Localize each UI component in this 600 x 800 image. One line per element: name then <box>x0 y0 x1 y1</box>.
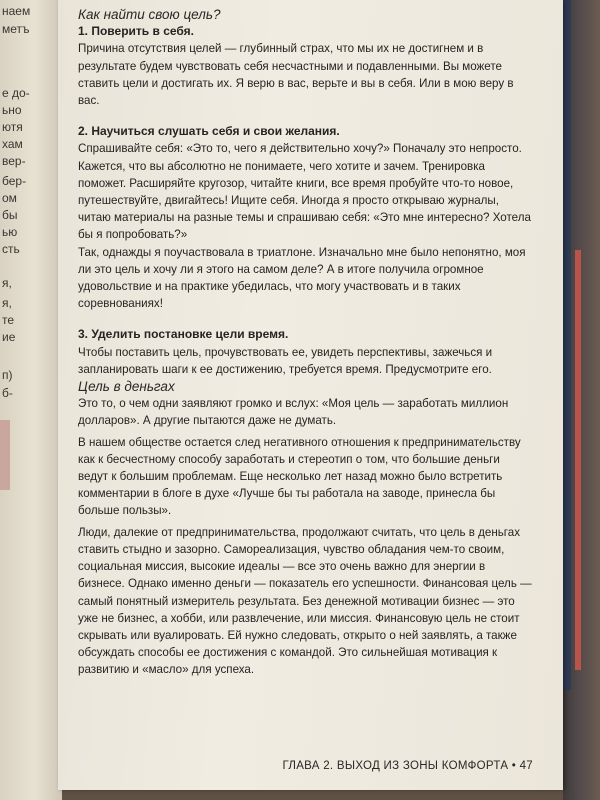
cover-red-strip <box>575 250 581 670</box>
edge-text-fragment: п) <box>2 368 13 382</box>
edge-text-fragment: ие <box>2 330 16 344</box>
section-title-find-goal: Как найти свою цель? <box>78 7 221 22</box>
edge-color-accent <box>0 420 10 490</box>
edge-text-fragment: бер- <box>2 174 27 188</box>
edge-text-fragment: вер- <box>2 154 26 168</box>
edge-text-fragment: бы <box>2 208 18 222</box>
edge-text-fragment: ом <box>2 191 17 205</box>
edge-text-fragment: сть <box>2 242 20 256</box>
step-paragraph: Чтобы поставить цель, прочувствовать ее, увидеть перспективы, зажечься и запланировать шаги к ее достижению, требуется время. Предусмотрите его. <box>78 345 493 376</box>
cover-blue-strip <box>563 0 571 690</box>
edge-text-fragment: е до- <box>2 86 30 100</box>
edge-text-fragment: ютя <box>2 120 23 134</box>
running-footer: ГЛАВА 2. ВЫХОД ИЗ ЗОНЫ КОМФОРТА • 47 <box>282 760 533 772</box>
step-heading: 2. Научиться слушать себя и свои желания. <box>78 124 340 139</box>
section-title-money-goal: Цель в деньгах <box>78 379 175 395</box>
book-page <box>58 0 563 790</box>
body-paragraph: В нашем обществе остается след негативного отношения к предпринимательству как к бесчестному способу заработать и стереотип о том, что большие деньги ведут к большим проблемам. Еще несколько лет назад можно было встретить комментарии в блоге в духе «Лучше бы ты работала на заводе, принесла бы больше пользы». <box>78 435 521 518</box>
previous-page-edge <box>0 0 62 800</box>
body-paragraph: Это то, о чем одни заявляют громко и вслух: «Моя цель — заработать миллион долларов». А другие пытаются даже не думать. <box>78 397 509 428</box>
body-paragraph: Люди, далекие от предпринимательства, продолжают считать, что цель в деньгах ставить стыдно и зазорно. Самореализация, чувство обладания чем-то своим, социальная миссия, высокие идеалы — все это очень важно для энергии в бизнесе. Однако именно деньги — показатель его успешности. Финансовая цель — самый понятный измеритель результата. Без денежной мотивации бизнес — это уже не бизнес, а хобби, или развлечение, или миссия. Финансовую цель не стоит скрывать или вуалировать. Ей нужно следовать, открыто о ней заявлять, а также обсуждать способы ее достижения с командой. Это сильнейшая мотивация к развитию и «масло» для успеха. <box>78 525 532 677</box>
edge-text-fragment: те <box>2 313 15 327</box>
step-heading: 3. Уделить постановке цели время. <box>78 327 289 342</box>
step-heading: 1. Поверить в себя. <box>78 24 194 39</box>
edge-text-fragment: я, <box>2 276 12 290</box>
edge-text-fragment: б- <box>2 386 13 400</box>
step-paragraph: Так, однажды я поучаствовала в триатлоне. Изначально мне было непонятно, моя ли это цель и хочу ли я этого на самом деле? А в итоге получила огромное удовольствие и на практике убедилась, что могу участвовать и в таких соревнованиях! <box>78 245 526 311</box>
edge-text-fragment: метъ <box>2 22 30 36</box>
edge-text-fragment: ью <box>2 225 18 239</box>
page-content <box>78 6 533 679</box>
edge-text-fragment: ьно <box>2 103 22 117</box>
step-paragraph: Причина отсутствия целей — глубинный страх, что мы их не достигнем и в результате будем чувствовать себя несчастными и подавленными. Вы можете ставить цели и достигать их. Я верю в вас, верьте и вы в себя. Или в мою веру в вас. <box>78 42 514 108</box>
edge-text-fragment: наем <box>2 4 31 18</box>
edge-text-fragment: я, <box>2 296 12 310</box>
step-paragraph: Спрашивайте себя: «Это то, чего я действительно хочу?» Поначалу это непросто. Кажется, что вы абсолютно не понимаете, чего хотите и зачем. Тренировка поможет. Расширяйте кругозор, читайте книги, все время пробуйте что-то новое, путешествуйте, двигайтесь! Ищите себя. Иногда я просто открываю журналы, читаю материалы на разные темы и спрашиваю себя: «Это мне интересно? Хотела бы я попробовать?» <box>78 142 531 242</box>
edge-text-fragment: хам <box>2 137 23 151</box>
